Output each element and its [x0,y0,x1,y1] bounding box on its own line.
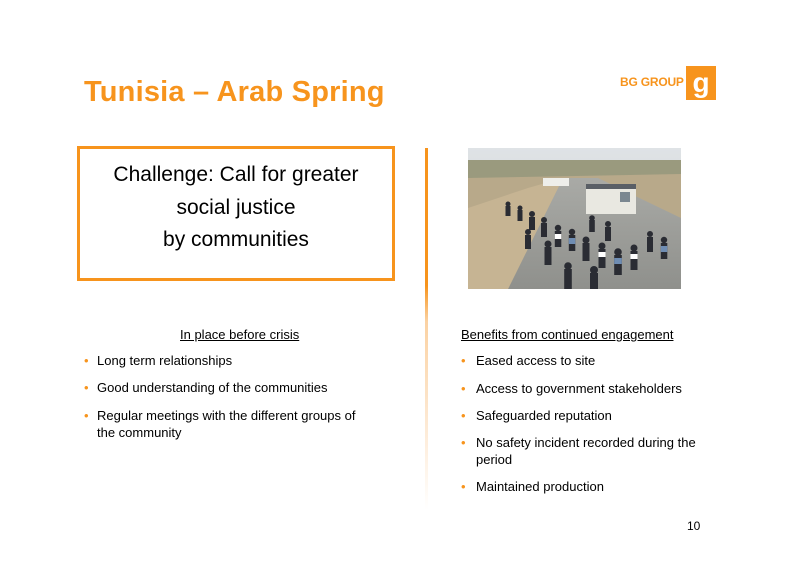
list-item: Good understanding of the communities [97,380,328,395]
left-column-heading: In place before crisis [180,327,300,342]
bullet-marker: • [84,408,89,423]
bullet-marker: • [461,353,466,368]
right-column-heading: Benefits from continued engagement [461,327,674,342]
list-item: Maintained production [476,479,604,494]
bullet-marker: • [461,479,466,494]
logo-text: BG GROUP [620,75,684,89]
list-item: Access to government stakeholders [476,381,682,396]
bullet-marker: • [84,380,89,395]
bg-group-logo [620,66,720,100]
bullet-marker: • [461,381,466,396]
bullet-marker: • [84,353,89,368]
vertical-divider [425,148,428,510]
challenge-line: by communities [163,228,309,251]
bullet-marker: • [461,435,466,450]
list-item: Regular meetings with the different groups of the community [97,408,356,440]
protest-photo [468,148,681,289]
svg-text:g: g [692,67,710,98]
page-number: 10 [687,519,701,533]
list-item: Safeguarded reputation [476,408,612,423]
list-item: Eased access to site [476,353,596,368]
challenge-box [77,146,395,281]
challenge-line: social justice [176,196,296,219]
list-item: No safety incident recorded during the period [476,435,696,467]
bullet-marker: • [461,408,466,423]
challenge-line: Challenge: Call for greater [113,163,359,186]
list-item: Long term relationships [97,353,233,368]
bg-logo-mark-icon [686,66,716,100]
slide-title: Tunisia – Arab Spring [84,76,385,108]
